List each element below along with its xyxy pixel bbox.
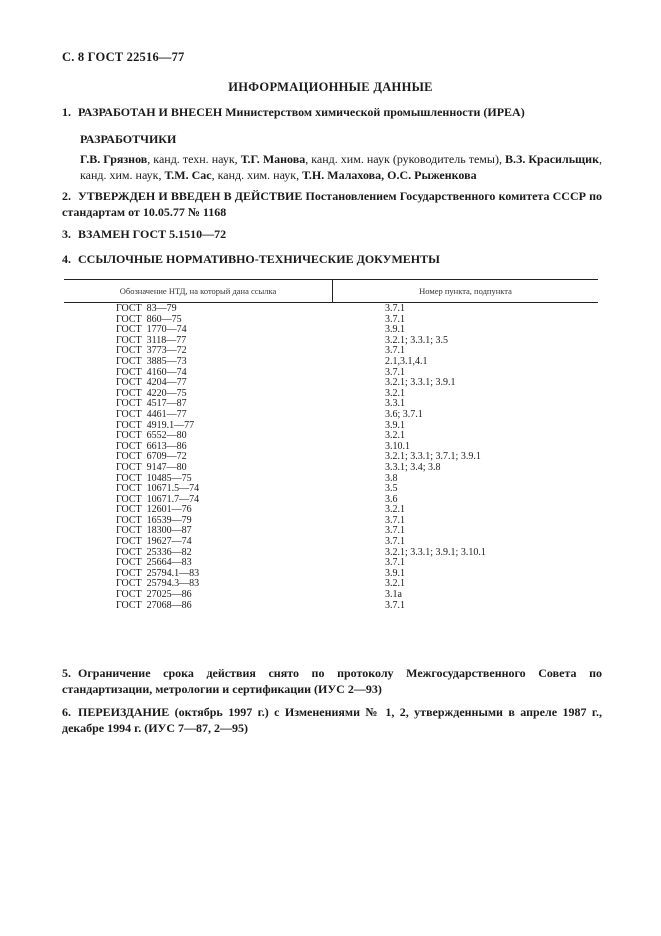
standard-cell: ГОСТ 25794.1—83 (116, 567, 200, 579)
standard-cell: ГОСТ 16539—79 (116, 514, 192, 526)
table-row (64, 304, 598, 315)
standard-cell: ГОСТ 10671.5—74 (116, 483, 200, 495)
page-header: С. 8 ГОСТ 22516—77 (62, 50, 185, 64)
standard-cell: ГОСТ 1770—74 (116, 324, 187, 336)
table-row (64, 463, 598, 474)
clause-cell: 3.7.1 (385, 303, 405, 314)
section-4-number: 4. (62, 252, 71, 266)
table-row (64, 410, 598, 421)
clause-cell: 3.9.1 (385, 419, 405, 431)
clause-cell: 3.2.1 (385, 578, 405, 590)
standard-cell: ГОСТ 4220—75 (116, 387, 187, 399)
clause-cell: 3.7.1 (385, 366, 405, 378)
clause-cell: 3.6 (385, 493, 398, 505)
standard-cell: ГОСТ 27025—86 (116, 589, 192, 601)
table-row (64, 357, 598, 368)
standard-cell: ГОСТ 10485—75 (116, 472, 192, 484)
standard-cell: ГОСТ 25336—82 (116, 546, 192, 558)
standard-cell: ГОСТ 25794.3—83 (116, 578, 200, 590)
clause-cell: 3.9.1 (385, 567, 405, 579)
section-4 (62, 251, 602, 267)
standard-cell: ГОСТ 4204—77 (116, 377, 187, 389)
clause-cell: 3.7.1 (385, 525, 405, 537)
clause-cell: 3.5 (385, 483, 398, 495)
clause-cell: 3.7.1 (385, 599, 405, 611)
standard-cell: ГОСТ 3773—72 (116, 345, 187, 357)
table-row (64, 601, 598, 612)
standard-cell: ГОСТ 3118—77 (116, 334, 187, 346)
section-5-number: 5. (62, 666, 71, 680)
section-2-number: 2. (62, 189, 71, 203)
clause-cell: 3.7.1 (385, 345, 405, 357)
clause-cell: 3.7.1 (385, 536, 405, 548)
clause-cell: 3.2.1 (385, 387, 405, 399)
section-6-heading: ПЕРЕИЗДАНИЕ (78, 705, 170, 719)
section-1 (62, 104, 602, 120)
section-6-text: (октябрь 1997 г.) с Изменениями № 1, 2, утвержденными в апреле 1987 г., декабре 1994 г. (ИУС 7—87, 2—95) (62, 705, 602, 735)
clause-cell: 3.8 (385, 472, 398, 484)
section-3-heading: ВЗАМЕН ГОСТ 5.1510—72 (78, 227, 227, 241)
clause-cell: 3.7.1 (385, 313, 405, 325)
developer-name: В.З. Красильщик (504, 152, 600, 166)
section-5-text: Ограничение срока действия снято по протоколу Межгосударственного Совета по стандартизации, метрологии и сертификации (ИУС 2—93) (62, 666, 602, 696)
standard-cell: ГОСТ 860—75 (116, 313, 182, 325)
clause-cell: 3.2.1; 3.3.1; 3.9.1; 3.10.1 (385, 546, 486, 558)
standard-cell: ГОСТ 10671.7—74 (116, 493, 200, 505)
section-2 (62, 188, 602, 220)
reference-table (64, 279, 598, 611)
clause-cell: 3.2.1 (385, 430, 405, 442)
column-header-standard: Обозначение НТД, на который дана ссылка (64, 280, 333, 302)
clause-cell: 3.7.1 (385, 514, 405, 526)
section-5 (62, 665, 602, 697)
clause-cell: 3.2.1; 3.3.1; 3.9.1 (385, 377, 456, 389)
developer-name: Г.В. Грязнов (80, 152, 148, 166)
standard-cell: ГОСТ 4461—77 (116, 408, 187, 420)
developer-credentials: , канд. хим. наук, (80, 152, 603, 182)
section-3-number: 3. (62, 227, 71, 241)
clause-cell: 3.1а (385, 589, 402, 601)
section-1-text: Министерством химической промышленности (ИРЕА) (222, 105, 525, 119)
clause-cell: 2.1,3.1,4.1 (385, 355, 428, 367)
developer-credentials: , канд. хим. наук (руководитель темы), (305, 152, 505, 166)
clause-cell: 3.2.1; 3.3.1; 3.5 (385, 334, 449, 346)
clause-cell: 3.6; 3.7.1 (385, 408, 423, 420)
standard-cell: ГОСТ 83—79 (116, 303, 177, 314)
section-2-heading: УТВЕРЖДЕН И ВВЕДЕН В ДЕЙСТВИЕ (78, 189, 303, 203)
document-title: ИНФОРМАЦИОННЫЕ ДАННЫЕ (228, 80, 433, 94)
developer-name: Т.М. Сас (164, 168, 212, 182)
standard-cell: ГОСТ 12601—76 (116, 504, 192, 516)
developer-name: Т.Г. Манова (240, 152, 306, 166)
developer-credentials: , канд. техн. наук, (147, 152, 241, 166)
developer-name: Т.Н. Малахова, О.С. Рыженкова (302, 168, 477, 182)
standard-cell: ГОСТ 6709—72 (116, 451, 187, 463)
table-body (64, 303, 598, 611)
clause-cell: 3.2.1 (385, 504, 405, 516)
clause-cell: 3.2.1; 3.3.1; 3.7.1; 3.9.1 (385, 451, 481, 463)
standard-cell: ГОСТ 9147—80 (116, 461, 187, 473)
section-1-number: 1. (62, 105, 71, 119)
developers-heading: РАЗРАБОТЧИКИ (80, 132, 177, 146)
section-6-number: 6. (62, 705, 71, 719)
section-1-heading: РАЗРАБОТАН И ВНЕСЕН (78, 105, 223, 119)
standard-cell: ГОСТ 27068—86 (116, 599, 192, 611)
section-3 (62, 226, 602, 242)
standard-cell: ГОСТ 3885—73 (116, 355, 187, 367)
clause-cell: 3.3.1; 3.4; 3.8 (385, 461, 441, 473)
table-header (64, 280, 598, 302)
standard-cell: ГОСТ 18300—87 (116, 525, 192, 537)
clause-cell: 3.10.1 (385, 440, 410, 452)
section-6 (62, 704, 602, 736)
clause-cell: 3.3.1 (385, 398, 405, 410)
developers-list (80, 151, 602, 183)
standard-cell: ГОСТ 25664—83 (116, 557, 192, 569)
standard-cell: ГОСТ 4919.1—77 (116, 419, 195, 431)
clause-cell: 3.7.1 (385, 557, 405, 569)
standard-cell: ГОСТ 4517—87 (116, 398, 187, 410)
developer-credentials: , канд. хим. наук, (211, 168, 303, 182)
column-header-clause: Номер пункта, подпункта (419, 286, 512, 296)
standard-cell: ГОСТ 4160—74 (116, 366, 187, 378)
clause-cell: 3.9.1 (385, 324, 405, 336)
section-2-text: Постановлением Государственного комитета СССР по стандартам от 10.05.77 № 1168 (62, 189, 603, 219)
standard-cell: ГОСТ 6613—86 (116, 440, 187, 452)
section-4-heading: ССЫЛОЧНЫЕ НОРМАТИВНО-ТЕХНИЧЕСКИЕ ДОКУМЕНТЫ (78, 252, 440, 266)
standard-cell: ГОСТ 6552—80 (116, 430, 187, 442)
standard-cell: ГОСТ 19627—74 (116, 536, 192, 548)
